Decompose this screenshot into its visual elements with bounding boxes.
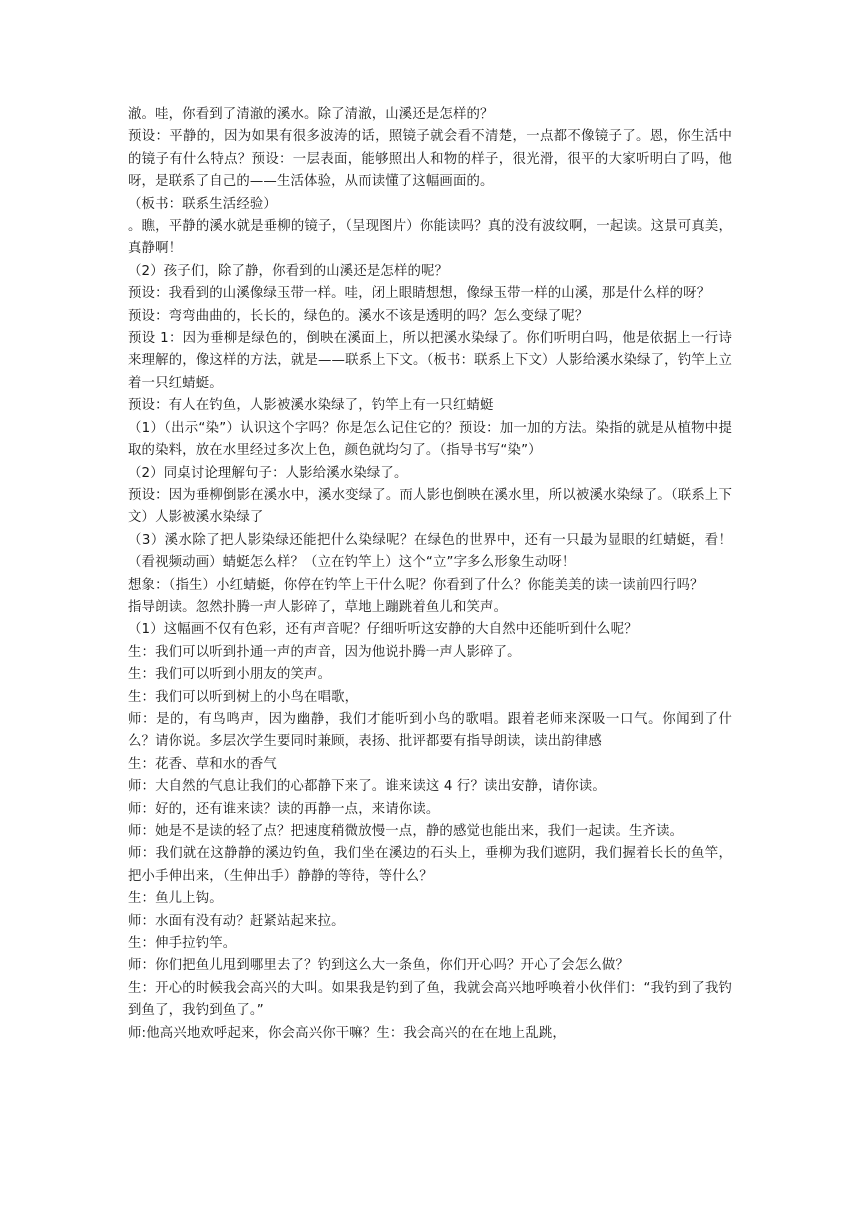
- paragraph: 师：她是不是读的轻了点？把速度稍微放慢一点，静的感觉也能出来，我们一起读。生齐读。: [128, 824, 684, 839]
- paragraph: 想象：（指生）小红蜻蜓，你停在钓竿上干什么呢？你看到了什么？你能美美的读一读前四行吗？: [128, 577, 704, 593]
- paragraph: 生：鱼儿上钩。: [128, 891, 223, 907]
- paragraph: 。瞧，平静的溪水就是垂柳的镜子，（呈现图片）你能读吗？真的没有波纹啊，一起读。这景可真美，真静啊！: [128, 219, 732, 257]
- paragraph: 澈。哇，你看到了清澈的溪水。除了清澈，山溪还是怎样的？: [128, 107, 494, 122]
- paragraph: 生：开心的时候我会高兴的大叫。如果我是钓到了鱼，我就会高兴地呼唤着小伙伴们：“我钓到了我钓到鱼了，我钓到鱼了。”: [128, 980, 732, 1019]
- paragraph: 师：是的，有鸟鸣声，因为幽静，我们才能听到小鸟的歌唱。跟着老师来深吸一口气。你闻到了什么？请你说。多层次学生要同时兼顾，表扬、批评都要有指导朗读，读出韵律感: [128, 711, 732, 750]
- paragraph: 师：水面有没有动？赶紧站起来拉。: [128, 913, 345, 929]
- paragraph: 预设：我看到的山溪像绿玉带一样。哇，闭上眼睛想想，像绿玉带一样的山溪，那是什么样的呀？: [128, 286, 711, 302]
- paragraph: 指导朗读。忽然扑腾一声人影碎了，草地上蹦跳着鱼儿和笑声。: [128, 599, 508, 615]
- paragraph: 师：我们就在这静静的溪边钓鱼，我们坐在溪边的石头上，垂柳为我们遮阴，我们握着长长的鱼竿，把小手伸出来，（生伸出手）静静的等待，等什么？: [128, 846, 732, 884]
- paragraph: （3）溪水除了把人影染绿还能把什么染绿呢？在绿色的世界中，还有一只最为显眼的红蜻蜓，看！（看视频动画）蜻蜓怎么样？（立在钓竿上）这个“立”字多么形象生动呀！: [128, 532, 732, 571]
- paragraph: 预设：弯弯曲曲的，长长的，绿色的。溪水不该是透明的吗？怎么变绿了呢？: [128, 308, 589, 324]
- paragraph: 生：我们可以听到小朋友的笑声。: [128, 667, 332, 683]
- paragraph: 生：我们可以听到扑通一声的声音，因为他说扑腾一声人影碎了。: [128, 644, 521, 660]
- paragraph: 师：大自然的气息让我们的心都静下来了。谁来读这 4 行？读出安静，请你读。: [128, 779, 606, 795]
- paragraph: 预设：平静的，因为如果有很多波涛的话，照镜子就会看不清楚，一点都不像镜子了。恩，你生活中的镜子有什么特点？预设：一层表面，能够照出人和物的样子，很光滑，很平的大家听明白了吗，他呀，是联系了自己的——生活体验，从而读懂了这幅画面的。: [128, 129, 732, 190]
- paragraph: 预设 1：因为垂柳是绿色的，倒映在溪面上，所以把溪水染绿了。你们听明白吗，他是依据上一行诗来理解的，像这样的方法，就是——联系上下文。（板书：联系上下文）人影给溪水染绿了，钓竿上立着一只红蜻蜓。: [128, 331, 732, 391]
- paragraph: 生：我们可以听到树上的小鸟在唱歌，: [128, 689, 359, 705]
- paragraph: 师：你们把鱼儿甩到哪里去了？钓到这么大一条鱼，你们开心吗？开心了会怎么做？: [128, 958, 630, 974]
- paragraph: 生：花香、草和水的香气: [128, 756, 277, 772]
- paragraph: （板书：联系生活经验）: [128, 196, 277, 212]
- paragraph: 生：伸手拉钓竿。: [128, 936, 237, 952]
- paragraph: （1）这幅画不仅有色彩，还有声音呢？仔细听听这安静的大自然中还能听到什么呢？: [128, 622, 638, 638]
- paragraph: 师:他高兴地欢呼起来，你会高兴你干嘛？生：我会高兴的在在地上乱跳，: [128, 1025, 566, 1041]
- paragraph: 预设：有人在钓鱼，人影被溪水染绿了，钓竿上有一只红蜻蜓: [128, 398, 494, 414]
- paragraph: （2）孩子们，除了静，你看到的山溪还是怎样的呢？: [128, 263, 449, 279]
- paragraph: （2）同桌讨论理解句子：人影给溪水染绿了。: [128, 465, 408, 481]
- document-body: [128, 104, 732, 1045]
- paragraph: 师：好的，还有谁来读？读的再静一点，来请你读。: [128, 801, 440, 817]
- paragraph: （1）（出示“染”）认识这个字吗？你是怎么记住它的？预设：加一加的方法。染指的就是从植物中提取的染料，放在水里经过多次上色，颜色就均匀了。（指导书写“染”）: [128, 420, 732, 459]
- paragraph: 预设：因为垂柳倒影在溪水中，溪水变绿了。而人影也倒映在溪水里，所以被溪水染绿了。（联系上下文）人影被溪水染绿了: [128, 487, 732, 526]
